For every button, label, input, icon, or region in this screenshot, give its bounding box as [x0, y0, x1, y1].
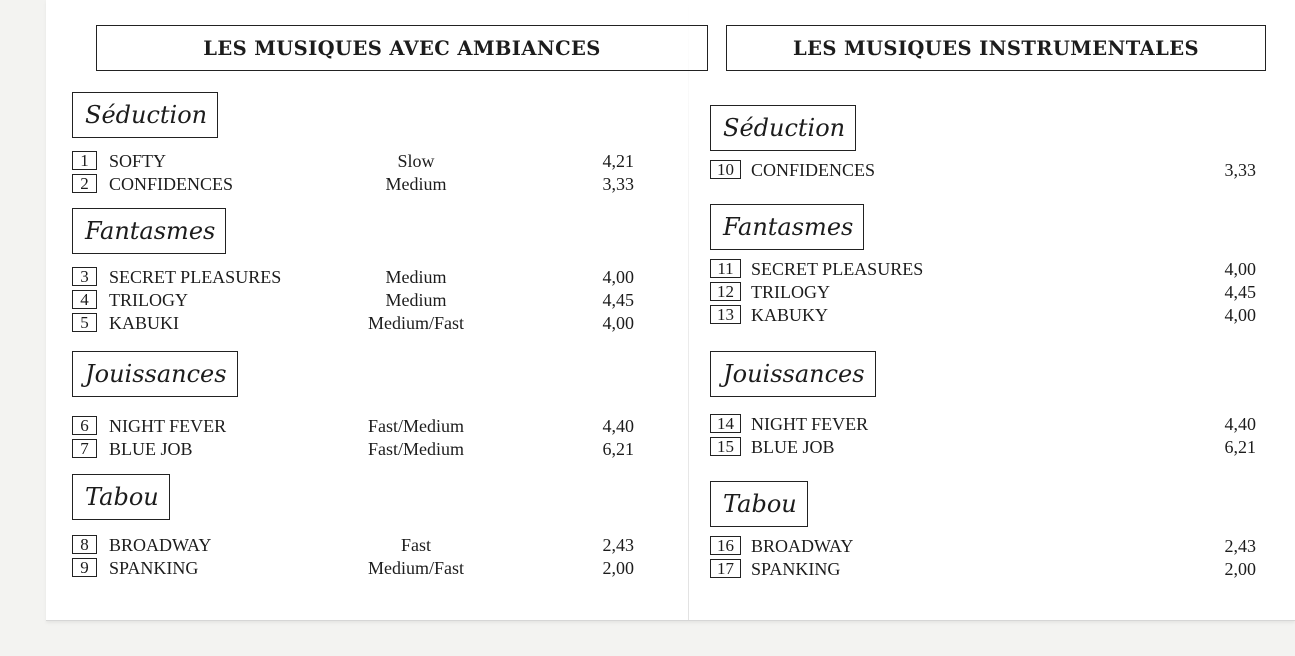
- track-duration: 3,33: [1224, 160, 1256, 180]
- track-tempo: Medium: [385, 267, 447, 287]
- track-title: SECRET PLEASURES: [109, 267, 282, 287]
- track-tempo: Fast/Medium: [367, 439, 464, 459]
- section-fantasmes: [710, 204, 1270, 327]
- track-number: 17: [710, 559, 741, 578]
- track-number: 11: [710, 259, 741, 278]
- section-heading: Jouissances: [72, 351, 238, 397]
- track-duration: 3,33: [602, 174, 634, 194]
- section-heading: Fantasmes: [72, 208, 226, 254]
- track-title: BROADWAY: [751, 536, 854, 556]
- section-heading: Séduction: [72, 92, 218, 138]
- track-tempo: Medium/Fast: [367, 313, 464, 333]
- track-tempo: Slow: [397, 151, 435, 171]
- track-row: [710, 258, 1270, 281]
- track-tempo: Medium: [385, 290, 447, 310]
- track-duration: 2,43: [602, 535, 634, 555]
- track-duration: 4,00: [1224, 305, 1256, 325]
- track-row: [710, 535, 1270, 558]
- track-title: SOFTY: [109, 151, 167, 171]
- section-seduction: [710, 105, 1270, 182]
- page-fold: [688, 0, 689, 620]
- track-duration: 6,21: [1224, 437, 1256, 457]
- track-title: CONFIDENCES: [109, 174, 234, 194]
- track-row: [710, 304, 1270, 327]
- track-number: 5: [72, 313, 97, 332]
- track-number: 14: [710, 414, 741, 433]
- section-heading: Tabou: [710, 481, 808, 527]
- track-duration: 2,00: [1224, 559, 1256, 579]
- track-title: TRILOGY: [751, 282, 830, 302]
- track-number: 1: [72, 151, 97, 170]
- section-heading: Jouissances: [710, 351, 876, 397]
- track-row: [72, 173, 642, 196]
- page-title: LES MUSIQUES AVEC AMBIANCES: [96, 25, 708, 71]
- track-title: NIGHT FEVER: [751, 414, 869, 434]
- track-row: [72, 415, 642, 438]
- ambiance-tracklist-panel: [72, 0, 642, 620]
- track-number: 8: [72, 535, 97, 554]
- track-row: [72, 557, 642, 580]
- track-row: [72, 312, 642, 335]
- track-row: [710, 281, 1270, 304]
- track-duration: 4,40: [1224, 414, 1256, 434]
- track-duration: 4,21: [602, 151, 634, 171]
- section-jouissances: [710, 351, 1270, 459]
- track-row: [72, 266, 642, 289]
- instrumental-tracklist-panel: [710, 0, 1270, 620]
- track-number: 3: [72, 267, 97, 286]
- track-duration: 4,00: [602, 267, 634, 287]
- track-number: 15: [710, 437, 741, 456]
- track-number: 2: [72, 174, 97, 193]
- track-row: [710, 159, 1270, 182]
- track-row: [710, 558, 1270, 581]
- track-number: 12: [710, 282, 741, 301]
- page-title: LES MUSIQUES INSTRUMENTALES: [726, 25, 1266, 71]
- track-title: BROADWAY: [109, 535, 212, 555]
- section-tabou: [710, 481, 1270, 581]
- track-duration: 4,45: [1224, 282, 1256, 302]
- track-tempo: Medium/Fast: [367, 558, 464, 578]
- track-number: 4: [72, 290, 97, 309]
- track-number: 9: [72, 558, 97, 577]
- section-tabou: [72, 474, 642, 580]
- track-title: KABUKI: [109, 313, 179, 333]
- track-tempo: Fast: [400, 535, 431, 555]
- track-row: [72, 438, 642, 461]
- section-heading: Séduction: [710, 105, 856, 151]
- track-number: 7: [72, 439, 97, 458]
- track-duration: 4,00: [602, 313, 634, 333]
- track-duration: 4,40: [602, 416, 634, 436]
- track-number: 10: [710, 160, 741, 179]
- section-jouissances: [72, 351, 642, 461]
- track-title: CONFIDENCES: [751, 160, 876, 180]
- track-title: KABUKY: [751, 305, 829, 325]
- track-row: [710, 436, 1270, 459]
- track-number: 6: [72, 416, 97, 435]
- track-title: SECRET PLEASURES: [751, 259, 924, 279]
- track-title: SPANKING: [751, 559, 841, 579]
- section-heading: Tabou: [72, 474, 170, 520]
- track-title: BLUE JOB: [751, 437, 835, 457]
- track-row: [72, 534, 642, 557]
- track-title: BLUE JOB: [109, 439, 193, 459]
- track-title: TRILOGY: [109, 290, 188, 310]
- track-tempo: Medium: [385, 174, 447, 194]
- section-seduction: [72, 92, 642, 196]
- track-row: [72, 289, 642, 312]
- track-title: NIGHT FEVER: [109, 416, 227, 436]
- section-heading: Fantasmes: [710, 204, 864, 250]
- track-duration: 2,00: [602, 558, 634, 578]
- track-number: 13: [710, 305, 741, 324]
- track-duration: 2,43: [1224, 536, 1256, 556]
- track-duration: 4,45: [602, 290, 634, 310]
- track-row: [710, 413, 1270, 436]
- track-duration: 4,00: [1224, 259, 1256, 279]
- track-title: SPANKING: [109, 558, 199, 578]
- section-fantasmes: [72, 208, 642, 335]
- track-duration: 6,21: [602, 439, 634, 459]
- track-number: 16: [710, 536, 741, 555]
- track-row: [72, 150, 642, 173]
- track-tempo: Fast/Medium: [367, 416, 464, 436]
